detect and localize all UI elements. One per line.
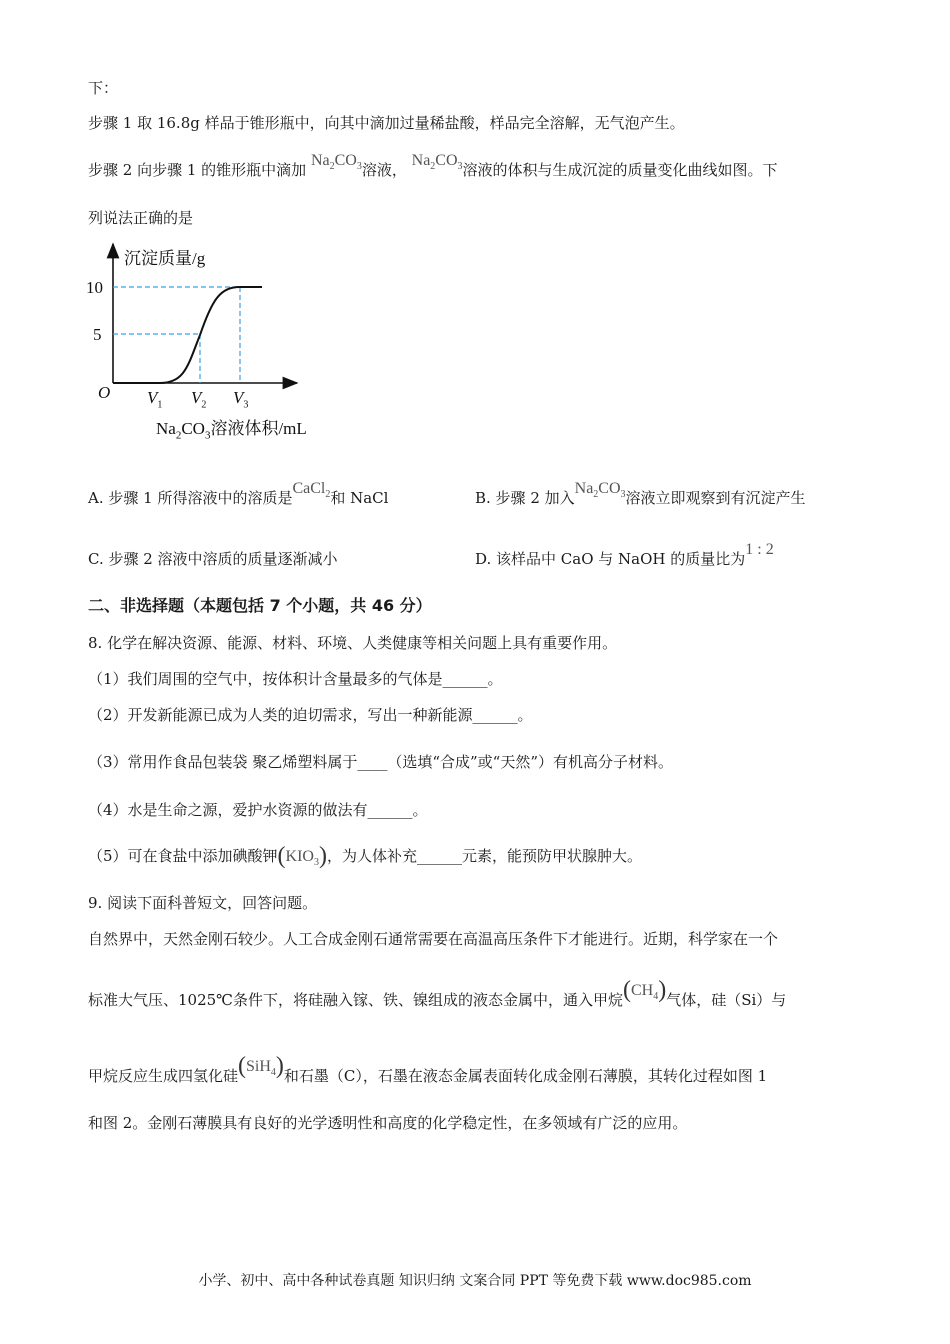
precipitate-chart: [90, 240, 350, 440]
question-8-part-5: （5）可在食盐中添加碘酸钾$(KIO_3)$，为人体补充______元素，能预防甲状腺肿大。: [88, 843, 642, 869]
question-9-stem: 9. 阅读下面科普短文，回答问题。: [88, 894, 318, 912]
continuation-text: 下：: [88, 79, 119, 97]
formula-na2co3: $Na_2CO_3$: [574, 480, 626, 500]
option-a: A. 步骤 1 所得溶液中的溶质是CaCl$_2$和 NaCl: [88, 480, 389, 507]
passage-line-2: 标准大气压、1025℃条件下，将硅融入镓、铁、镍组成的液态金属中，通入甲烷$(CH_4)$气体，硅（Si）与: [88, 977, 787, 1009]
x-axis-label: $Na_2CO_3$溶液体积/mL: [156, 419, 307, 442]
formula-kio3: $KIO_3$: [285, 848, 319, 868]
step-2-text-continued: 列说法正确的是: [88, 209, 194, 227]
question-8-part-2: （2）开发新能源已成为人类的迫切需求，写出一种新能源______。: [88, 706, 533, 724]
option-c: C. 步骤 2 溶液中溶质的质量逐渐减小: [88, 550, 338, 568]
formula-cacl2: CaCl$_2$: [292, 480, 331, 500]
question-8-stem: 8. 化学在解决资源、能源、材料、环境、人类健康等相关问题上具有重要作用。: [88, 634, 618, 652]
page-footer: 小学、初中、高中各种试卷真题 知识归纳 文案合同 PPT 等免费下载 www.doc985.com: [198, 1273, 752, 1289]
formula-na2co3: $Na_2CO_3$: [411, 152, 463, 172]
formula-ch4: $CH_4$: [630, 982, 659, 1002]
formula-sih4: SiH$_4$: [246, 1058, 276, 1078]
question-8-part-4: （4）水是生命之源，爱护水资源的做法有______。: [88, 801, 428, 819]
option-d: D. 该样品中 CaO 与 NaOH 的质量比为1 : 2: [475, 541, 774, 568]
formula-na2co3: $Na_2CO_3$: [310, 152, 362, 172]
y-tick-label-5: 5: [93, 325, 102, 344]
origin-label: O: [98, 383, 111, 402]
passage-line-3: 甲烷反应生成四氢化硅(SiH$_4$)和石墨（C），石墨在液态金属表面转化成金刚石薄膜，其转化过程如图 1: [88, 1053, 768, 1085]
x-tick-label-v2: $V_2$: [191, 388, 207, 411]
option-b: B. 步骤 2 加入$Na_2CO_3$溶液立即观察到有沉淀产生: [475, 480, 806, 507]
x-tick-label-v1: $V_1$: [147, 388, 163, 411]
step-1-text: 步骤 1 取 16.8g 样品于锥形瓶中，向其中滴加过量稀盐酸，样品完全溶解，无气泡产生。: [88, 114, 685, 132]
section-heading: 二、非选择题（本题包括 7 个小题，共 46 分）: [88, 596, 432, 615]
ratio-value: 1 : 2: [745, 541, 774, 558]
y-axis-label: 沉淀质量/g: [124, 249, 206, 268]
y-tick-label-10: 10: [86, 278, 103, 297]
question-8-part-3: （3）常用作食品包装袋 聚乙烯塑料属于____（选填“合成”或“天然”）有机高分子材料。: [88, 753, 673, 771]
question-8-part-1: （1）我们周围的空气中，按体积计含量最多的气体是______。: [88, 670, 503, 688]
x-tick-label-v3: $V_3$: [233, 388, 249, 411]
passage-line-1: 自然界中，天然金刚石较少。人工合成金刚石通常需要在高温高压条件下才能进行。近期，科学家在一个: [88, 930, 779, 948]
step-2-text: 步骤 2 向步骤 1 的锥形瓶中滴加 $Na_2CO_3$溶液， $Na_2CO_3$溶液的体积与生成沉淀的质量变化曲线如图。下: [88, 152, 778, 179]
passage-line-4: 和图 2。金刚石薄膜具有良好的光学透明性和高度的化学稳定性，在多领域有广泛的应用。: [88, 1114, 688, 1132]
